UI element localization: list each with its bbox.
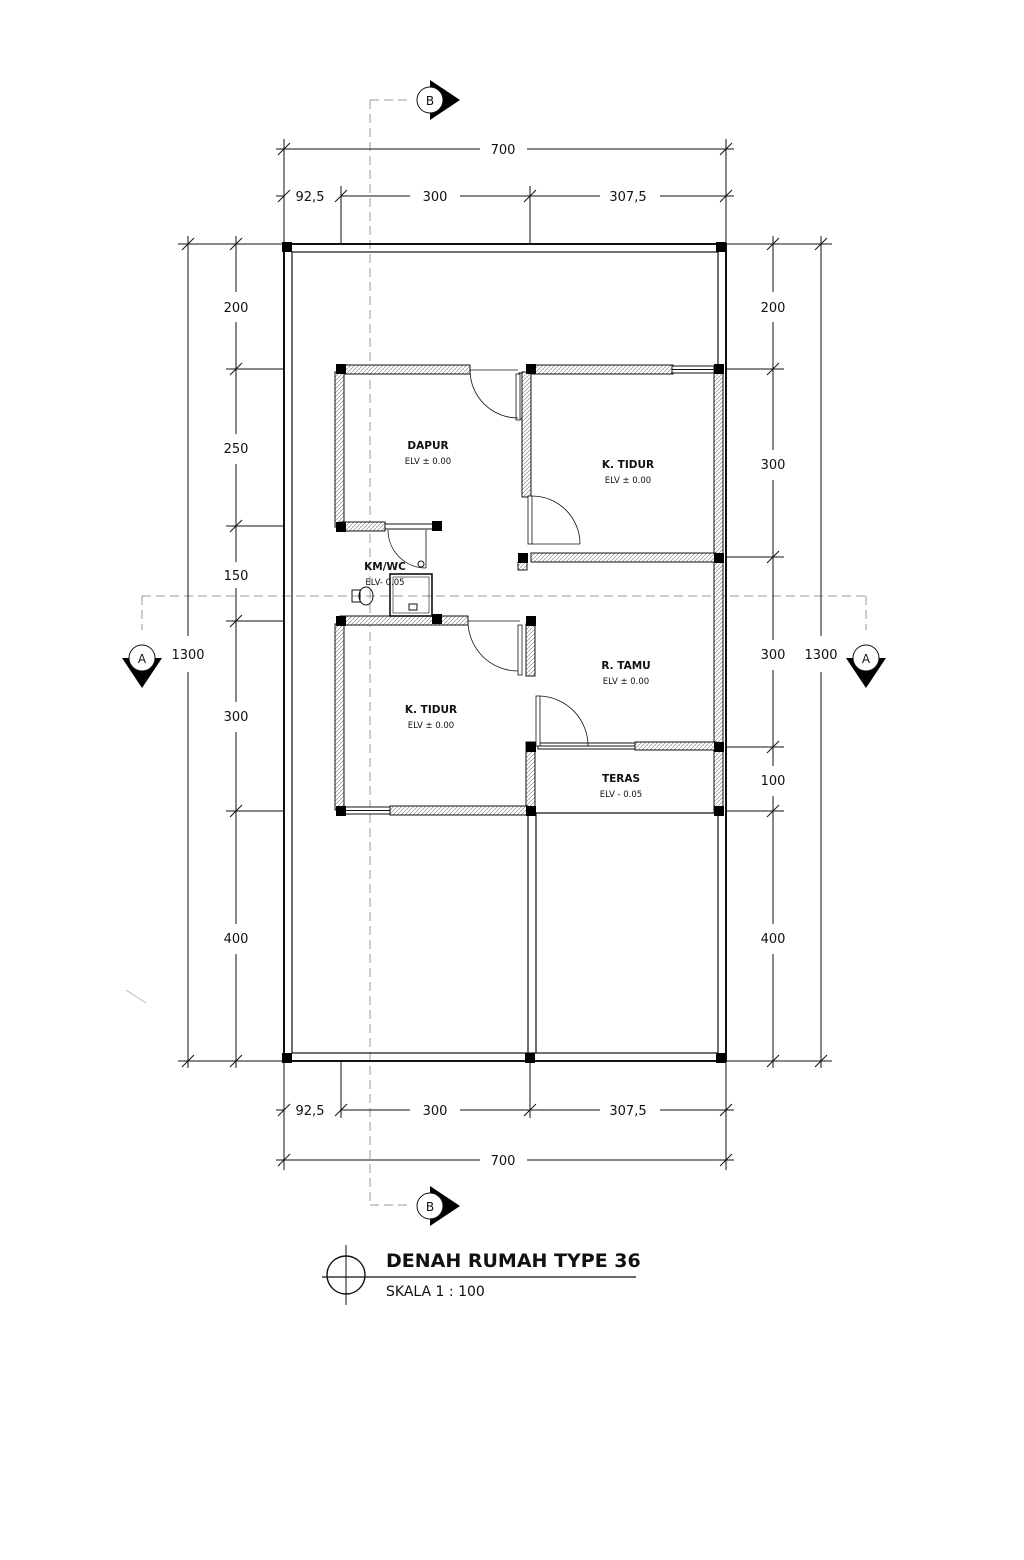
section-marker-a-right xyxy=(846,645,886,688)
dim-right-total: 1300 xyxy=(804,648,838,663)
dim-left-total: 1300 xyxy=(171,648,205,663)
title-block xyxy=(322,1245,641,1305)
dim-right-seg-4: 100 xyxy=(760,774,786,789)
dim-right-seg-1: 200 xyxy=(760,301,786,316)
section-marker-a-left xyxy=(122,645,162,688)
dim-top-seg-1: 92,5 xyxy=(295,190,325,205)
room-name-wc: KM/WC xyxy=(364,561,406,573)
room-elv-wc: ELV- 0.05 xyxy=(365,578,405,588)
stray-mark xyxy=(126,990,146,1003)
dim-bottom-seg-1: 92,5 xyxy=(295,1104,325,1119)
dimension-labels xyxy=(171,143,837,1169)
room-name-bedroom-1: K. TIDUR xyxy=(601,459,655,471)
section-marker-b-top-label: B xyxy=(425,94,435,108)
dim-left-seg-3: 150 xyxy=(223,569,249,584)
room-elv-bedroom-2: ELV ± 0.00 xyxy=(407,721,455,731)
room-name-bedroom-2: K. TIDUR xyxy=(404,704,458,716)
dim-bottom-seg-2: 300 xyxy=(422,1104,448,1119)
dim-top-total: 700 xyxy=(490,143,516,158)
drawing-scale: SKALA 1 : 100 xyxy=(386,1284,485,1300)
room-name-dapur: DAPUR xyxy=(407,440,449,452)
room-elv-bedroom-1: ELV ± 0.00 xyxy=(604,476,652,486)
section-marker-b-top xyxy=(417,80,460,120)
dim-top-seg-3: 307,5 xyxy=(609,190,647,205)
dim-left-seg-5: 400 xyxy=(223,932,249,947)
dim-right-seg-5: 400 xyxy=(760,932,786,947)
dim-bottom-seg-3: 307,5 xyxy=(609,1104,647,1119)
section-marker-a-left-label: A xyxy=(137,652,147,666)
dim-left-seg-4: 300 xyxy=(223,710,249,725)
dim-left-seg-1: 200 xyxy=(223,301,249,316)
room-elv-terrace: ELV - 0.05 xyxy=(599,790,643,800)
section-lines xyxy=(142,100,866,1205)
dim-left-seg-2: 250 xyxy=(223,442,249,457)
room-elv-dapur: ELV ± 0.00 xyxy=(404,457,452,467)
dimension-lines xyxy=(178,139,832,1170)
dim-right-seg-2: 300 xyxy=(760,458,786,473)
dim-top-seg-2: 300 xyxy=(422,190,448,205)
room-name-living: R. TAMU xyxy=(601,660,651,672)
room-name-terrace: TERAS xyxy=(601,773,641,785)
dim-bottom-total: 700 xyxy=(490,1154,516,1169)
section-marker-b-bottom xyxy=(417,1186,460,1226)
section-marker-a-right-label: A xyxy=(861,652,871,666)
room-elv-living: ELV ± 0.00 xyxy=(602,677,650,687)
drawing-title: DENAH RUMAH TYPE 36 xyxy=(386,1250,641,1272)
section-marker-b-bottom-label: B xyxy=(425,1200,435,1214)
dim-right-seg-3: 300 xyxy=(760,648,786,663)
